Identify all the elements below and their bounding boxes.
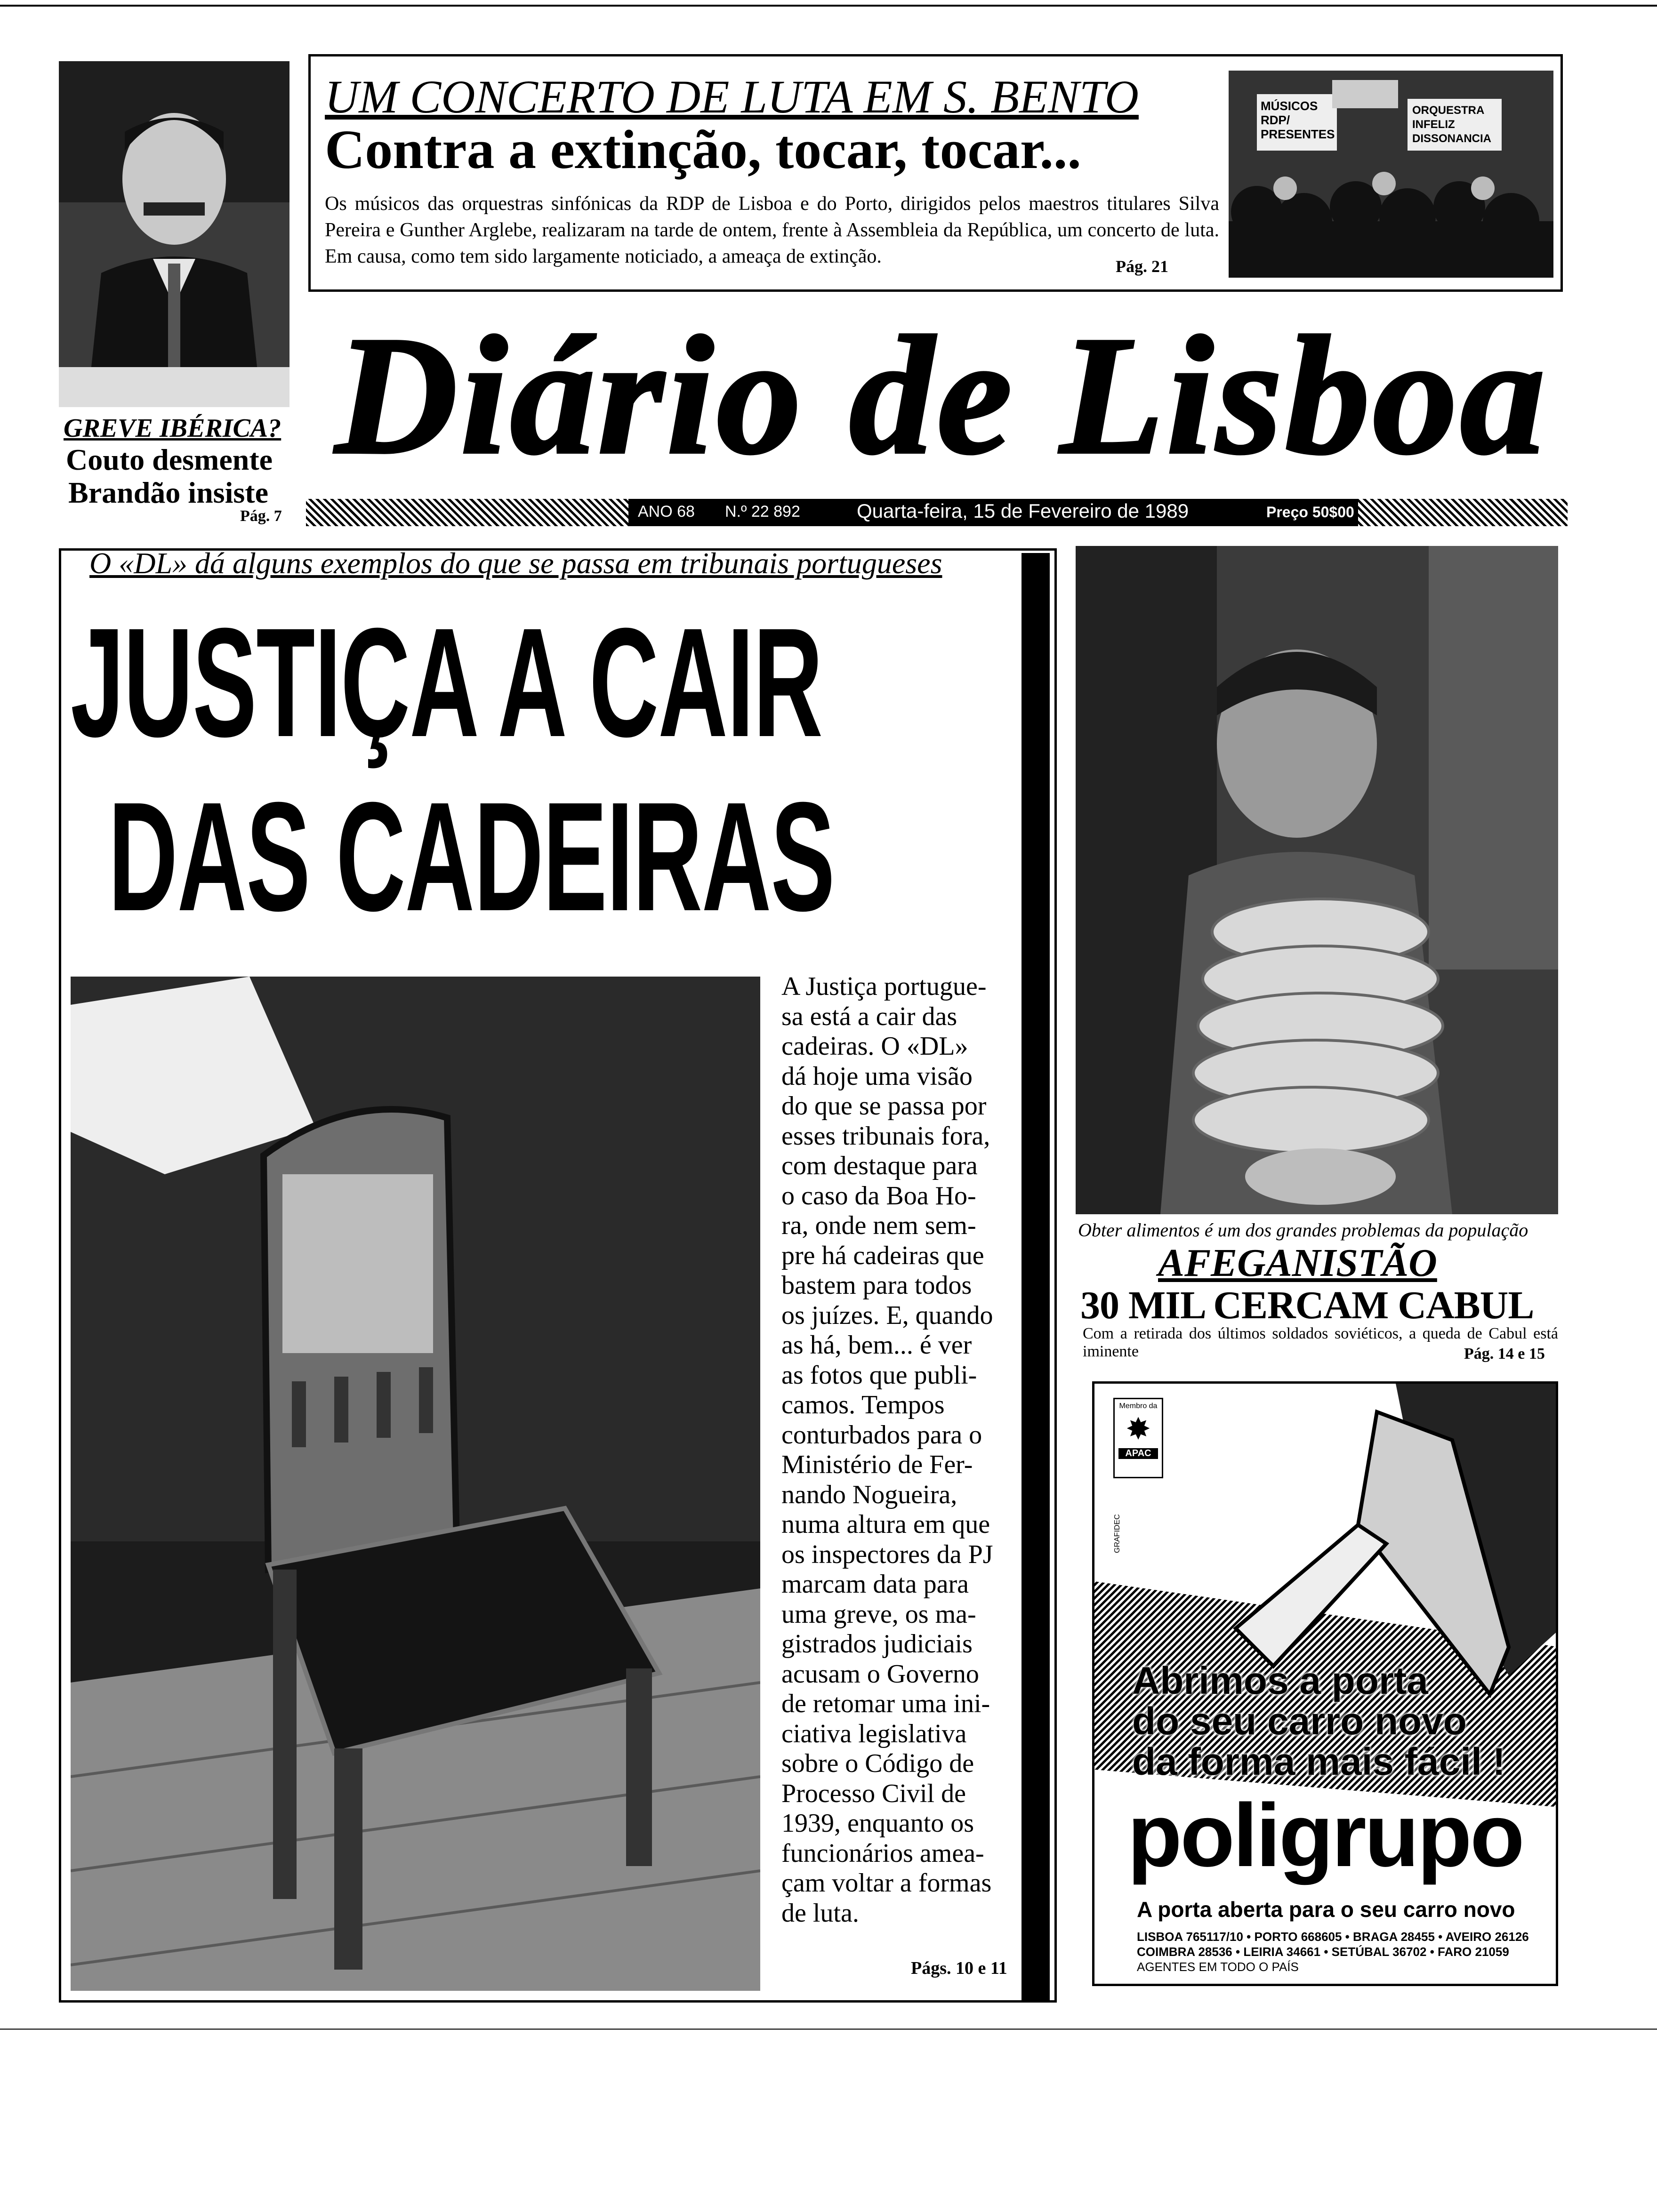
apac-badge-bottom: APAC [1118, 1448, 1158, 1459]
concerto-headline: Contra a extinção, tocar, tocar... [325, 119, 1081, 180]
lead-body-line: esses tribunais fora, [781, 1121, 990, 1151]
lead-headline-line1: JUSTIÇA A CAIR [71, 595, 822, 769]
lead-body-line: camos. Tempos [781, 1390, 945, 1419]
lead-body-line: cadeiras. O «DL» [781, 1032, 968, 1061]
lead-body-line: acusam o Governo [781, 1659, 979, 1689]
lead-body-line: as há, bem... é ver [781, 1330, 972, 1360]
greve-kicker: GREVE IBÉRICA? [64, 414, 282, 443]
lead-body-line: nando Nogueira, [781, 1480, 957, 1509]
apac-star-icon: ✸ [1126, 1412, 1151, 1446]
lead-body-line: ciativa legislativa [781, 1719, 967, 1748]
lead-body-line: A Justiça portugue- [781, 972, 987, 1001]
portrait-photo [59, 61, 290, 407]
lead-body-line: o caso da Boa Ho- [781, 1181, 976, 1210]
lead-body-line: funcionários amea- [781, 1838, 984, 1868]
afghan-page-ref: Pág. 14 e 15 [1464, 1345, 1545, 1362]
apac-badge [1113, 1398, 1163, 1478]
lead-body-line: 1939, enquanto os [781, 1809, 974, 1838]
lead-body-line: sobre o Código de [781, 1749, 974, 1778]
masthead-ano: ANO 68 [638, 503, 695, 521]
afghan-caption: Obter alimentos é um dos grandes problemas da população [1078, 1219, 1528, 1241]
ad-brand: poligrupo [1127, 1786, 1523, 1885]
greve-page-ref: Pág. 7 [240, 507, 282, 525]
lead-kicker: O «DL» dá alguns exemplos do que se passa em tribunais portugueses [89, 546, 942, 580]
greve-headline-line1: Couto desmente [66, 443, 273, 476]
afghan-headline: 30 MIL CERCAM CABUL [1080, 1283, 1534, 1327]
lead-body-line: bastem para todos [781, 1271, 972, 1300]
portrait-illustration [59, 61, 290, 407]
lead-body-line: os inspectores da PJ [781, 1539, 993, 1569]
poligrupo-ad [1092, 1381, 1558, 1986]
lead-body-line: ra, onde nem sem- [781, 1211, 976, 1240]
concerto-sign-2: ORQUESTRA INFELIZ DISSONANCIA [1412, 104, 1492, 145]
lead-body-line: pre há cadeiras que [781, 1241, 984, 1270]
page-top-rule [0, 5, 1657, 7]
lead-body-line: as fotos que publi- [781, 1360, 977, 1390]
chair-illustration [71, 977, 760, 1991]
page-bottom-rule [0, 2028, 1657, 2030]
lead-body-line: Ministério de Fer- [781, 1450, 973, 1479]
lead-body-line: conturbados para o [781, 1420, 982, 1450]
masthead-title: Diário de Lisboa [335, 301, 1548, 489]
ad-tagline: A porta aberta para o seu carro novo [1137, 1897, 1515, 1922]
lead-body-line: marcam data para [781, 1570, 969, 1599]
concerto-kicker: UM CONCERTO DE LUTA EM S. BENTO [325, 71, 1139, 123]
lead-body-line: uma greve, os ma- [781, 1599, 976, 1629]
chair-photo [71, 977, 760, 1991]
ad-contacts-line2: COIMBRA 28536 • LEIRIA 34661 • SETÚBAL 36702 • FARO 21059 [1137, 1945, 1509, 1959]
masthead-numero: N.º 22 892 [725, 503, 800, 521]
afghan-photo [1076, 546, 1558, 1214]
masthead-price: Preço 50$00 [1266, 504, 1354, 521]
greve-headline-line2: Brandão insiste [68, 476, 268, 509]
ad-agency: GRAFIDEC [1113, 1514, 1121, 1553]
lead-body-line: com destaque para [781, 1151, 978, 1180]
ad-contacts-line1: LISBOA 765117/10 • PORTO 668605 • BRAGA 28455 • AVEIRO 26126 [1137, 1930, 1529, 1944]
lead-body-line: de luta. [781, 1898, 859, 1928]
ad-slogan-line1: Abrimos a porta [1132, 1659, 1428, 1702]
afghan-body: Com a retirada dos últimos soldados soviéticos, a queda de Cabul está iminente [1083, 1325, 1558, 1360]
concerto-photo [1229, 71, 1553, 278]
concerto-sign-1: MÚSICOS RDP/ PRESENTES [1261, 99, 1335, 141]
masthead-date: Quarta-feira, 15 de Fevereiro de 1989 [857, 500, 1189, 522]
lead-headline-line2: DAS CADEIRAS [108, 769, 835, 943]
lead-body-line: de retomar uma ini- [781, 1689, 990, 1718]
afghan-illustration [1076, 546, 1558, 1214]
lead-body-line: dá hoje uma visão [781, 1061, 973, 1091]
ad-contacts-line3: AGENTES EM TODO O PAÍS [1137, 1960, 1299, 1974]
lead-body-line: çam voltar a formas [781, 1868, 992, 1898]
afghan-kicker: AFEGANISTÃO [1158, 1241, 1437, 1285]
lead-body [781, 972, 1045, 1928]
lead-body-line: do que se passa por [781, 1091, 987, 1121]
lead-page-ref: Págs. 10 e 11 [911, 1958, 1007, 1978]
lead-body-line: gistrados judiciais [781, 1629, 973, 1659]
concerto-page-ref: Pág. 21 [1116, 257, 1168, 276]
lead-body-line: os juízes. E, quando [781, 1300, 993, 1330]
apac-badge-top: Membro da [1119, 1402, 1158, 1410]
lead-body-line: Processo Civil de [781, 1779, 966, 1808]
lead-body-line: sa está a cair das [781, 1002, 957, 1031]
concerto-body: Os músicos das orquestras sinfónicas da RDP de Lisboa e do Porto, dirigidos pelos maestros titulares Silva Pereira e Gunther Arglebe, realizaram na tarde de ontem, frente à Assembleia da República, um concerto de luta. Em causa, como tem sido largamente noticiado, a ameaça de extinção. [325, 193, 1219, 267]
ad-slogan-line3: da forma mais fácil ! [1132, 1740, 1505, 1783]
lead-body-line: numa altura em que [781, 1510, 990, 1539]
ad-slogan-line2: do seu carro novo [1132, 1700, 1467, 1743]
